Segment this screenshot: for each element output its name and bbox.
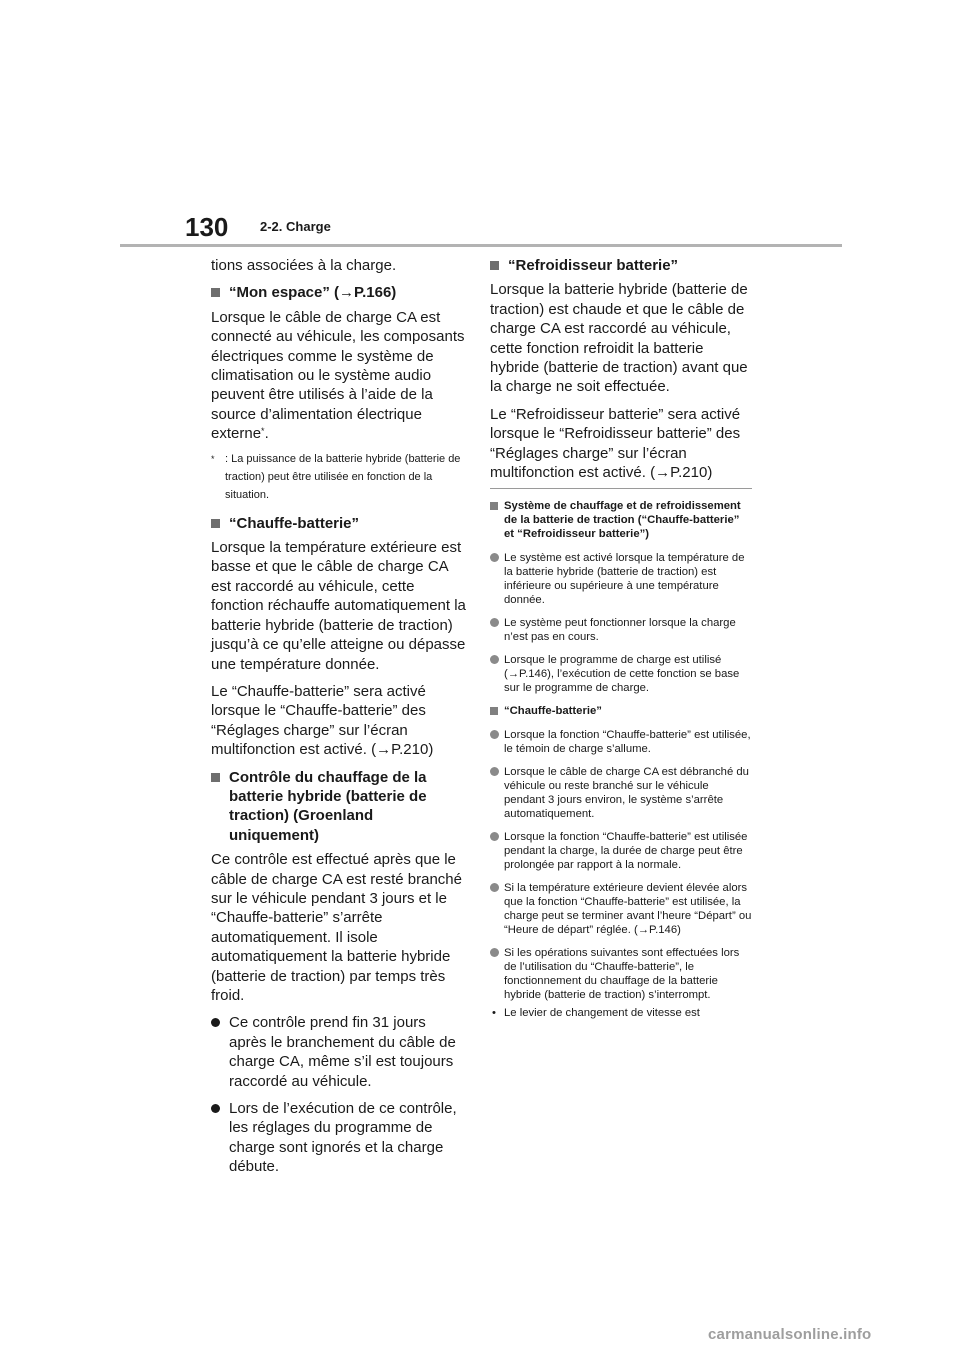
round-bullet-icon	[490, 655, 499, 664]
dot-bullet-icon: •	[492, 1007, 496, 1019]
round-bullet-icon	[211, 1018, 220, 1027]
round-bullet-icon	[490, 553, 499, 562]
notes-subheading: “Chauffe-batterie”	[490, 704, 752, 718]
footnote-mark: *	[211, 453, 215, 464]
list-item: Ce contrôle prend fin 31 jours après le branchement du câble de charge CA, même s’il est toujours raccordé au véhicule.	[211, 1013, 467, 1091]
section-title: 2-2. Charge	[260, 219, 331, 234]
note-item: Le système est activé lorsque la température de la batterie hybride (batterie de traction) est inférieure ou supérieure à une température donnée.	[490, 551, 752, 607]
intro-text: tions associées à la charge.	[211, 257, 397, 274]
right-column	[490, 256, 752, 490]
round-bullet-icon	[490, 767, 499, 776]
footnote-marker: *	[261, 426, 265, 437]
square-bullet-icon	[490, 261, 499, 270]
list-item: Lors de l’exécution de ce contrôle, les réglages du programme de charge sont ignorés et la charge débute.	[211, 1099, 467, 1177]
notes-heading: Système de chauffage et de refroidissement de la batterie de traction (“Chauffe-batterie” et “Refroidisseur batterie”)	[490, 499, 752, 541]
chauffe-paragraph-1: Lorsque la température extérieure est basse et que le câble de charge CA est raccordé au véhicule, cette fonction réchauffe automatiquement la batterie hybride (batterie de traction) jusqu’à ce qu’elle atteigne ou dépasse une température donnée.	[211, 539, 466, 673]
notes-divider	[490, 488, 752, 489]
round-bullet-icon	[211, 1104, 220, 1113]
controle-heading: Contrôle du chauffage de la batterie hybride (batterie de traction) (Groenland uniquement)	[211, 768, 467, 846]
refroid-heading: “Refroidisseur batterie”	[490, 256, 752, 275]
mon-espace-heading: “Mon espace” (→P.166)	[211, 283, 467, 302]
notes-section	[490, 499, 752, 1020]
square-bullet-icon	[211, 773, 220, 782]
note-item: Lorsque le câble de charge CA est débranché du véhicule ou reste branché sur le véhicule pendant 3 jours environ, le système s’arrête automatiquement.	[490, 765, 752, 821]
round-bullet-icon	[490, 948, 499, 957]
note-item: Si la température extérieure devient élevée alors que la fonction “Chauffe-batterie” est utilisée, la charge peut se terminer avant l’heure “Départ” ou “Heure de départ” réglée. (→P.146)	[490, 881, 752, 937]
footnote-text: : La puissance de la batterie hybride (batterie de traction) peut être utilisée en fonction de la situation.	[225, 452, 461, 501]
page-number: 130	[185, 212, 229, 242]
watermark-link[interactable]: carmanualsonline.info	[708, 1326, 872, 1343]
round-bullet-icon	[490, 618, 499, 627]
note-item: Lorsque la fonction “Chauffe-batterie” est utilisée, le témoin de charge s’allume.	[490, 728, 752, 756]
refroid-paragraph-1: Lorsque la batterie hybride (batterie de traction) est chaude et que le câble de charge CA est raccordé au véhicule, cette fonction refroidit la batterie hybride (batterie de traction) avant que la charge ne soit effectuée.	[490, 281, 748, 396]
chauffe-paragraph-2: Le “Chauffe-batterie” sera activé lorsque le “Chauffe-batterie” des “Réglages charge” sur l’écran multifonction est activé. (→P.210)	[211, 682, 434, 759]
footnote	[211, 450, 467, 504]
square-bullet-icon	[490, 502, 498, 510]
note-item: Le système peut fonctionner lorsque la charge n’est pas en cours.	[490, 616, 752, 644]
round-bullet-icon	[490, 730, 499, 739]
chauffe-heading: “Chauffe-batterie”	[211, 514, 467, 533]
note-sub-item: • Le levier de changement de vitesse est	[492, 1007, 700, 1019]
note-item: Si les opérations suivantes sont effectuées lors de l’utilisation du “Chauffe-batterie”, le fonctionnement du chauffage de la batterie hybride (batterie de traction) s’interrompt.	[490, 946, 752, 1002]
round-bullet-icon	[490, 832, 499, 841]
square-bullet-icon	[211, 288, 220, 297]
note-item: Lorsque la fonction “Chauffe-batterie” est utilisée pendant la charge, la durée de charge peut être prolongée par rapport à la normale.	[490, 830, 752, 872]
header-divider	[120, 244, 842, 247]
square-bullet-icon	[490, 707, 498, 715]
note-item: Lorsque le programme de charge est utilisé (→P.146), l’exécution de cette fonction se base sur le programme de charge.	[490, 653, 752, 695]
refroid-paragraph-2: Le “Refroidisseur batterie” sera activé lorsque le “Refroidisseur batterie” des “Réglages charge” sur l’écran multifonction est activé. (→P.210)	[490, 405, 741, 482]
left-column	[211, 256, 467, 1185]
square-bullet-icon	[211, 519, 220, 528]
controle-paragraph: Ce contrôle est effectué après que le câble de charge CA est resté branché sur le véhicule pendant 3 jours et le “Chauffe-batterie” s’arrête automatiquement. Il isole automatiquement la batterie hybride (batterie de traction) par temps très froid.	[211, 851, 462, 1004]
mon-espace-text: Lorsque le câble de charge CA est connecté au véhicule, les composants électriques comme le système de climatisation ou le système audio peuvent être utilisés à l’aide de la source d’alimentation électrique externe*.	[211, 308, 465, 443]
page-header	[0, 0, 960, 250]
round-bullet-icon	[490, 883, 499, 892]
